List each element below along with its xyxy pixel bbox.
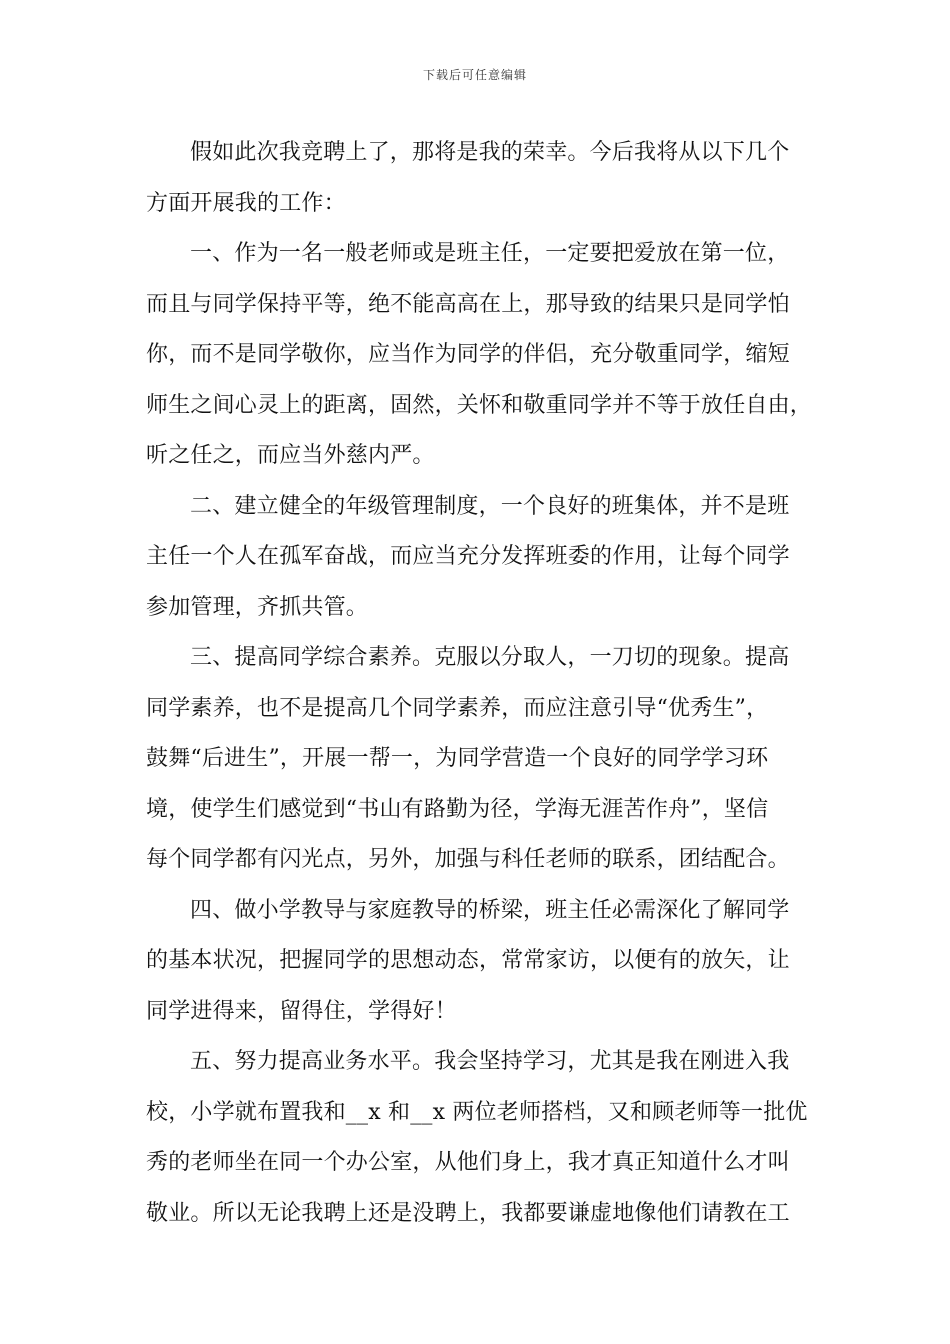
text-line: 一、作为一名一般老师或是班主任，一定要把爱放在第一位， bbox=[190, 241, 790, 266]
text-line: 鼓舞“后进生”，开展一帮一，为同学营造一个良好的同学学习环 bbox=[146, 746, 769, 771]
text-line: 同学素养，也不是提高几个同学素养，而应注意引导“优秀生”， bbox=[146, 695, 769, 721]
text-line: 秀的老师坐在同一个办公室，从他们身上，我才真正知道什么才叫 bbox=[146, 1150, 790, 1175]
text-line: 方面开展我的工作： bbox=[146, 190, 346, 216]
text-line: 假如此次我竞聘上了，那将是我的荣幸。今后我将从以下几个 bbox=[190, 140, 790, 165]
text-line: 同学进得来，留得住，学得好！ bbox=[146, 998, 457, 1024]
text-line: 五、努力提高业务水平。我会坚持学习，尤其是我在刚进入我 bbox=[190, 1049, 790, 1074]
text-line: 境，使学生们感觉到“书山有路勤为径，学海无涯苦作舟”，坚信 bbox=[146, 796, 769, 822]
text-line: 每个同学都有闪光点，另外，加强与科任老师的联系，团结配合。 bbox=[146, 847, 790, 872]
page-header: 下载后可任意编辑 bbox=[422, 68, 527, 82]
text-line: 的基本状况，把握同学的思想动态，常常家访，以便有的放矢，让 bbox=[146, 948, 790, 973]
text-line: 三、提高同学综合素养。克服以分取人，一刀切的现象。提高 bbox=[190, 645, 790, 670]
text-line: 校，小学就布置我和__x 和__x 两位老师搭档，又和顾老师等一批优 bbox=[146, 1099, 808, 1125]
text-line: 主任一个人在孤军奋战，而应当充分发挥班委的作用，让每个同学 bbox=[146, 544, 790, 569]
text-line: 参加管理，齐抓共管。 bbox=[146, 594, 369, 620]
text-line: 而且与同学保持平等，绝不能高高在上，那导致的结果只是同学怕 bbox=[146, 291, 790, 317]
text-line: 四、做小学教导与家庭教导的桥梁，班主任必需深化了解同学 bbox=[190, 897, 790, 923]
text-line: 听之任之，而应当外慈内严。 bbox=[146, 443, 435, 468]
text-line: 二、建立健全的年级管理制度，一个良好的班集体，并不是班 bbox=[190, 493, 790, 519]
text-line: 敬业。所以无论我聘上还是没聘上，我都要谦虚地像他们请教在工 bbox=[146, 1200, 790, 1226]
document-body bbox=[146, 128, 813, 1239]
text-line: 你，而不是同学敬你，应当作为同学的伴侣，充分敬重同学，缩短 bbox=[146, 342, 790, 367]
text-line: 师生之间心灵上的距离，固然，关怀和敬重同学并不等于放任自由， bbox=[146, 392, 813, 418]
